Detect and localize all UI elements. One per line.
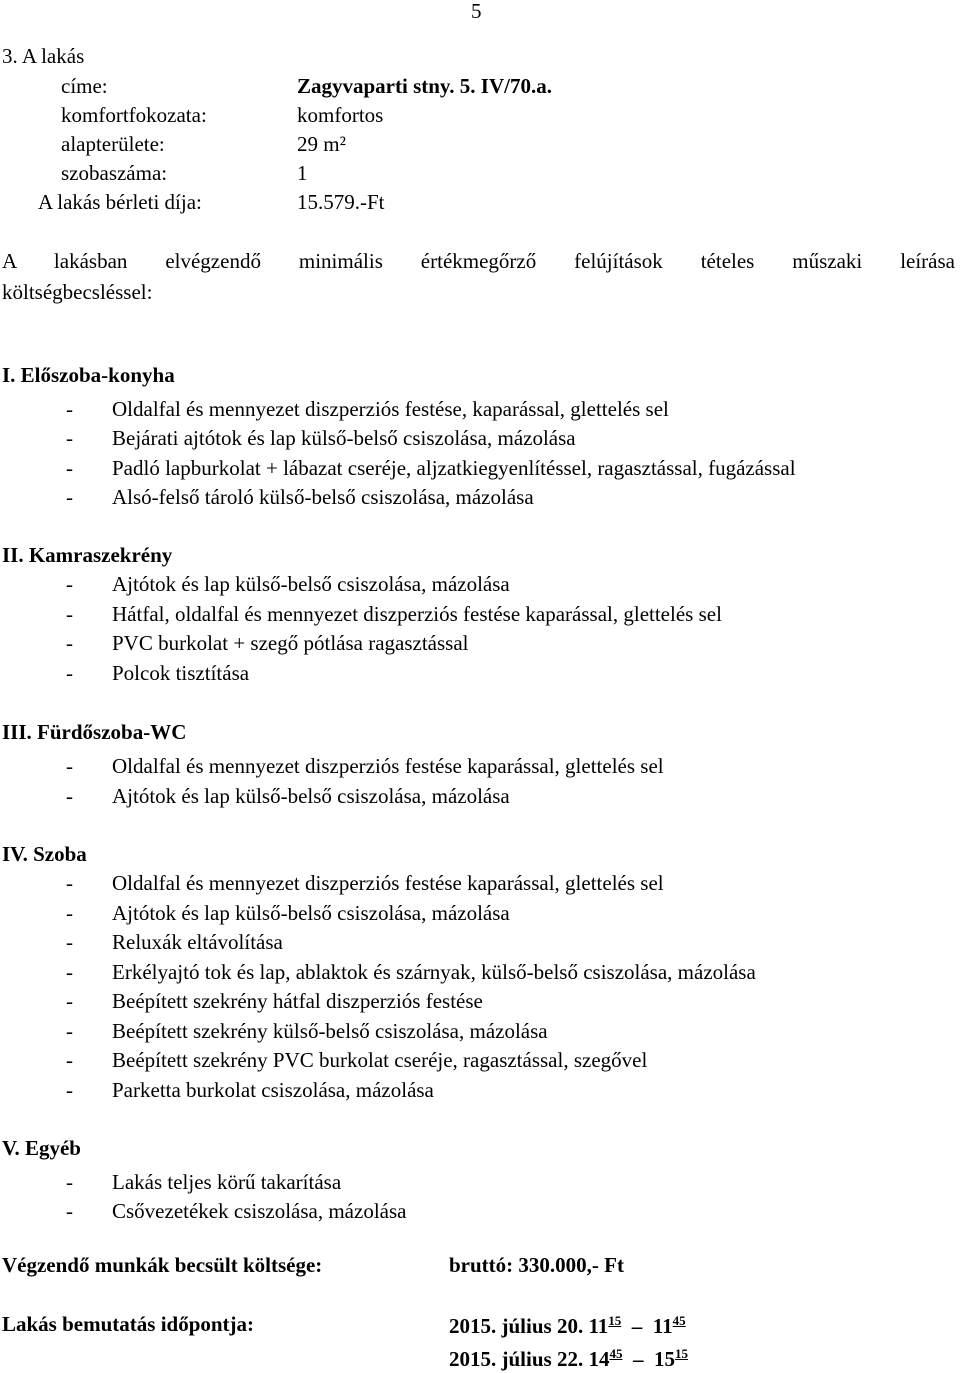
area-label: alapterülete:	[61, 132, 165, 156]
viewing-label: Lakás bemutatás időpontja:	[2, 1312, 255, 1336]
viewing-date-1: 2015. július 20. $11^{15} - 11^{45}$	[449, 1313, 686, 1338]
list-item: - Hátfal, oldalfal és mennyezet diszperziós festése kaparással, glettelés sel	[66, 602, 722, 626]
list-item: - Lakás teljes körű takarítása	[66, 1170, 342, 1194]
list-item: - PVC burkolat + szegő pótlása ragasztással	[66, 631, 469, 655]
list-item: - Oldalfal és mennyezet diszperziós festése kaparással, glettelés sel	[66, 871, 664, 895]
cost-value: bruttó: 330.000,- Ft	[449, 1253, 624, 1277]
address-label: címe:	[61, 74, 108, 98]
list-item: - Reluxák eltávolítása	[66, 930, 283, 954]
address-value: Zagyvaparti stny. 5. IV/70.a.	[297, 74, 552, 98]
list-item: - Oldalfal és mennyezet diszperziós festése, kaparással, glettelés sel	[66, 397, 669, 421]
intro-line-2: költségbecsléssel:	[2, 280, 153, 304]
rooms-value: 1	[297, 161, 308, 185]
rent-label: A lakás bérleti díja:	[38, 190, 202, 214]
rooms-label: szobaszáma:	[61, 161, 168, 185]
list-item: - Padló lapburkolat + lábazat cseréje, aljzatkiegyenlítéssel, ragasztással, fugázással	[66, 456, 796, 480]
section-title-5: V. Egyéb	[2, 1136, 81, 1160]
list-item: - Alsó-felső tároló külső-belső csiszolása, mázolása	[66, 485, 534, 509]
comfort-value: komfortos	[297, 103, 384, 127]
section-title-2: II. Kamraszekrény	[2, 543, 173, 567]
section-title-4: IV. Szoba	[2, 842, 87, 866]
section-title-3: III. Fürdőszoba-WC	[2, 720, 187, 744]
area-value: 29 m²	[297, 132, 346, 156]
section-title-1: I. Előszoba-konyha	[2, 363, 175, 387]
list-item: - Polcok tisztítása	[66, 661, 250, 685]
list-item: - Beépített szekrény külső-belső csiszolása, mázolása	[66, 1019, 548, 1043]
cost-label: Végzendő munkák becsült költsége:	[2, 1253, 323, 1277]
list-item: - Beépített szekrény hátfal diszperziós festése	[66, 989, 483, 1013]
list-item: - Csővezetékek csiszolása, mázolása	[66, 1199, 407, 1223]
comfort-label: komfortfokozata:	[61, 103, 207, 127]
page-number: 5	[471, 0, 482, 23]
list-item: - Ajtótok és lap külső-belső csiszolása, mázolása	[66, 572, 510, 596]
intro-line-1: A lakásban elvégzendő minimális értékmegőrző felújítások tételes műszaki leírása	[2, 249, 955, 273]
list-item: - Erkélyajtó tok és lap, ablaktok és szárnyak, külső-belső csiszolása, mázolása	[66, 960, 756, 984]
list-item: - Oldalfal és mennyezet diszperziós festése kaparással, glettelés sel	[66, 754, 664, 778]
list-item: - Ajtótok és lap külső-belső csiszolása, mázolása	[66, 784, 510, 808]
list-item: - Parketta burkolat csiszolása, mázolása	[66, 1078, 434, 1102]
viewing-date-2: 2015. július 22. $14^{45} - 15^{15}$	[449, 1346, 688, 1371]
apartment-heading: 3. A lakás	[2, 44, 85, 68]
list-item: - Ajtótok és lap külső-belső csiszolása, mázolása	[66, 901, 510, 925]
rent-value: 15.579.-Ft	[297, 190, 385, 214]
list-item: - Bejárati ajtótok és lap külső-belső csiszolása, mázolása	[66, 426, 576, 450]
list-item: - Beépített szekrény PVC burkolat cseréje, ragasztással, szegővel	[66, 1048, 648, 1072]
